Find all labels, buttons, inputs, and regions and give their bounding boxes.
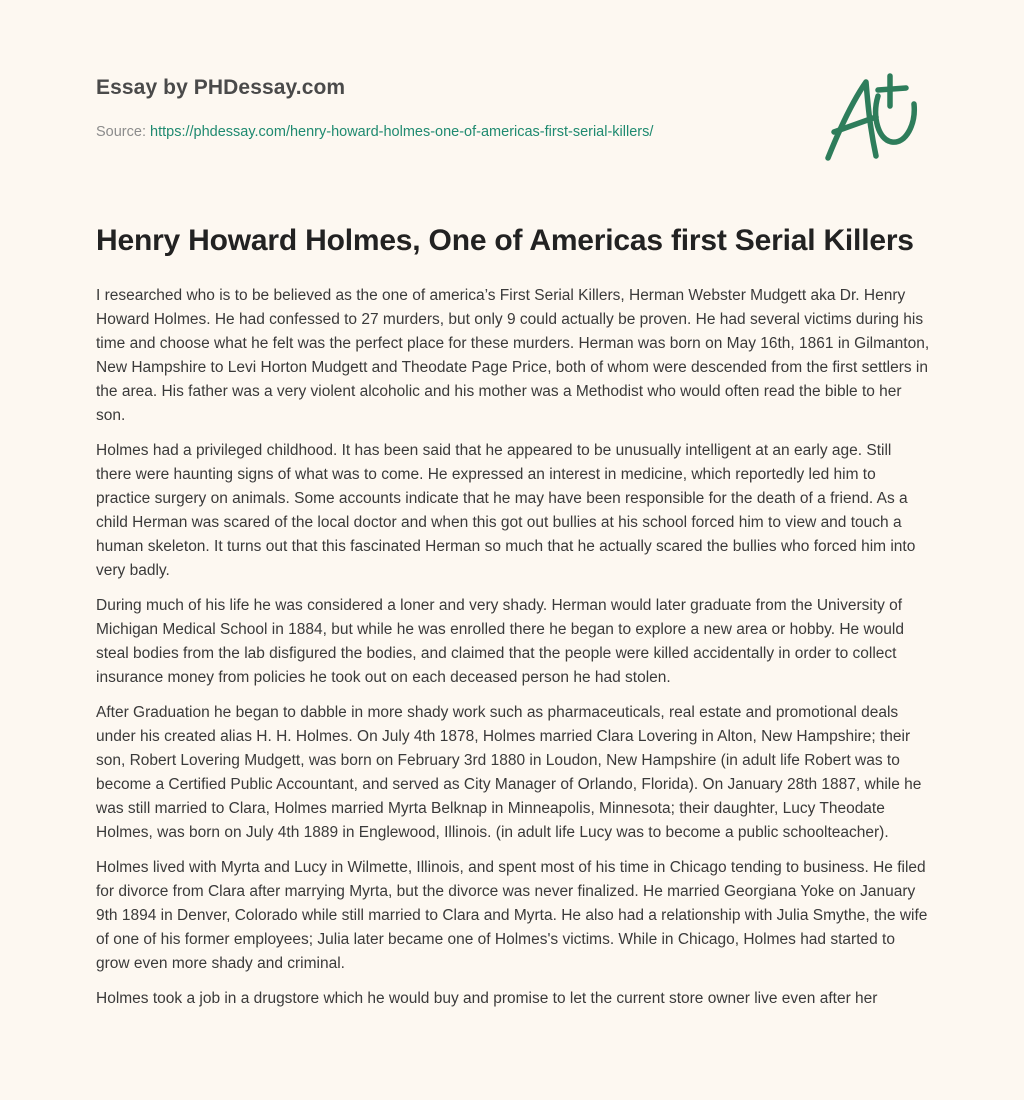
essay-title: Henry Howard Holmes, One of Americas first Serial Killers	[96, 224, 914, 257]
essay-body	[96, 284, 930, 1022]
essay-paragraph: After Graduation he began to dabble in more shady work such as pharmaceuticals, real estate and promotional deals under his created alias H. H. Holmes. On July 4th 1878, Holmes married Clara Lovering in Alton, New Hampshire; their son, Robert Lovering Mudgett, was born on February 3rd 1880 in Loudon, New Hampshire (in adult life Robert was to become a Certified Public Accountant, and served as City Manager of Orlando, Florida). On January 28th 1887, while he was still married to Clara, Holmes married Myrta Belknap in Minneapolis, Minnesota; their daughter, Lucy Theodate Holmes, was born on July 4th 1889 in Englewood, Illinois. (in adult life Lucy was to become a public schoolteacher).	[96, 704, 922, 841]
source-link[interactable]: https://phdessay.com/henry-howard-holmes-one-of-americas-first-serial-killers/	[150, 124, 654, 140]
essay-paragraph: Holmes lived with Myrta and Lucy in Wilmette, Illinois, and spent most of his time in Chicago tending to business. He filed for divorce from Clara after marrying Myrta, but the divorce was never finalized. He married Georgiana Yoke on January 9th 1894 in Denver, Colorado while still married to Clara and Myrta. He also had a relationship with Julia Smythe, the wife of one of his former employees; Julia later became one of Holmes's victims. While in Chicago, Holmes had started to grow even more shady and criminal.	[96, 859, 928, 972]
essay-paragraph: Holmes had a privileged childhood. It has been said that he appeared to be unusually intelligent at an early age. Still there were haunting signs of what was to come. He expressed an interest in medicine, which reportedly led him to practice surgery on animals. Some accounts indicate that he may have been responsible for the death of a friend. As a child Herman was scared of the local doctor and when this got out bullies at his school forced him to view and touch a human skeleton. It turns out that this fascinated Herman so much that he actually scared the bullies who forced him into very badly.	[96, 442, 916, 579]
a-plus-grade-logo-icon	[820, 66, 926, 166]
essay-paragraph: During much of his life he was considered a loner and very shady. Herman would later graduate from the University of Michigan Medical School in 1884, but while he was enrolled there he began to explore a new area or hobby. He would steal bodies from the lab disfigured the bodies, and claimed that the people were killed accidentally in order to collect insurance money from policies he took out on each deceased person he had stolen.	[96, 597, 904, 686]
source-line	[96, 124, 653, 140]
essay-paragraph: Holmes took a job in a drugstore which he would buy and promise to let the current store owner live even after her	[96, 990, 878, 1007]
site-brand: Essay by PHDessay.com	[96, 76, 346, 99]
source-label: Source:	[96, 124, 146, 140]
essay-paragraph: I researched who is to be believed as the one of america’s First Serial Killers, Herman Webster Mudgett aka Dr. Henry Howard Holmes. He had confessed to 27 murders, but only 9 could actually be proven. He had several victims during his time and choose what he felt was the perfect place for these murders. Herman was born on May 16th, 1861 in Gilmanton, New Hampshire to Levi Horton Mudgett and Theodate Page Price, both of whom were descended from the first settlers in the area. His father was a very violent alcoholic and his mother was a Methodist who would often read the bible to her son.	[96, 287, 930, 424]
